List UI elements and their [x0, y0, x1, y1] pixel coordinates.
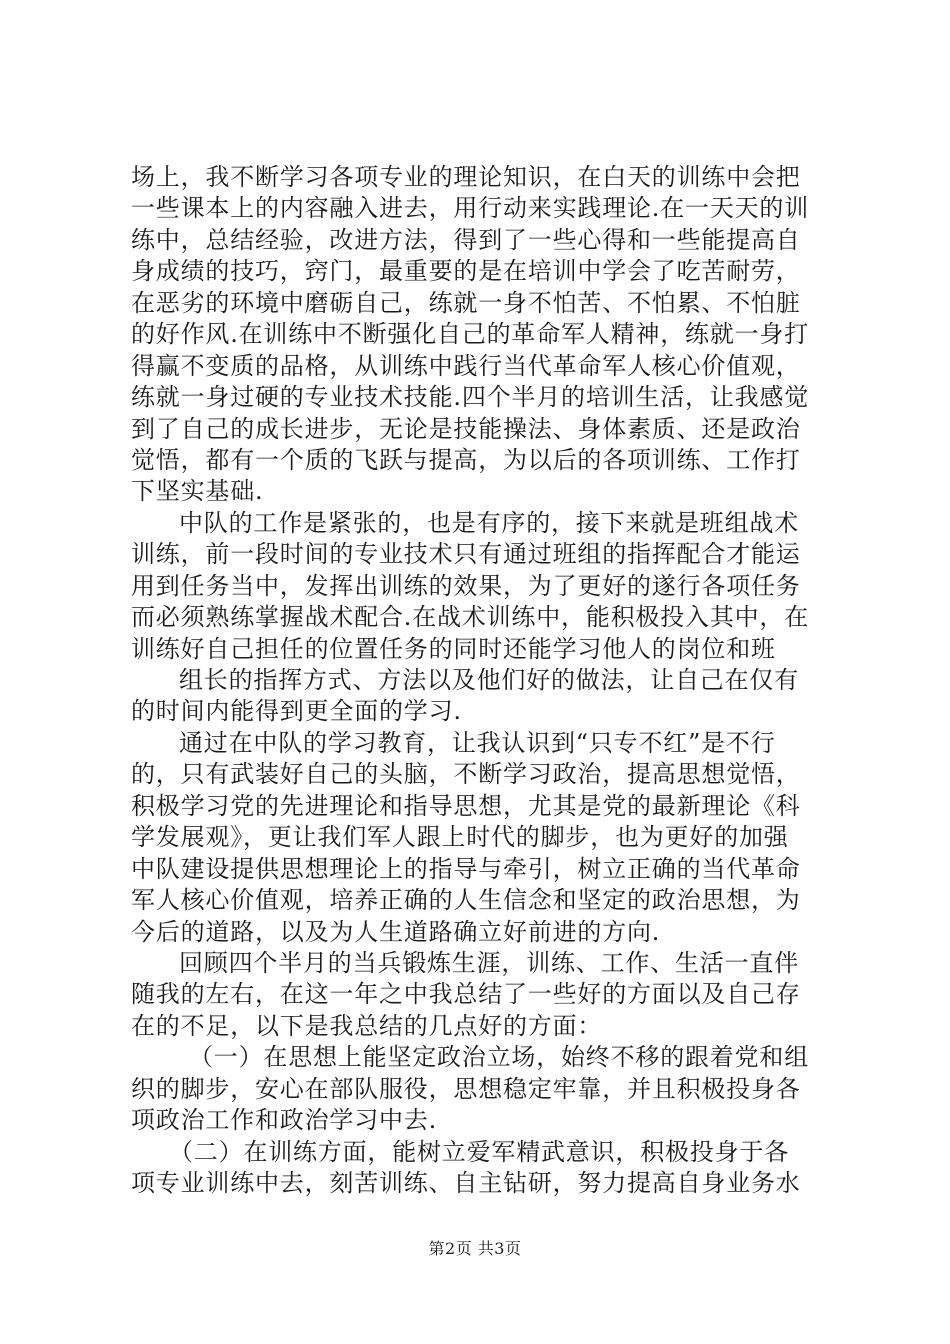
text-line: 到了自己的成长进步，无论是技能操法、身体素质、还是政治: [131, 414, 801, 443]
paragraph-start-line: 中队的工作是紧张的，也是有序的，接下来就是班组战术: [179, 508, 799, 537]
document-body: [131, 162, 831, 1199]
text-line: 的时间内能得到更全面的学习.: [131, 697, 462, 726]
text-line: 觉悟，都有一个质的飞跃与提高，为以后的各项训练、工作打: [131, 445, 801, 474]
text-line: 的，只有武装好自己的头脑，不断学习政治，提高思想觉悟，: [131, 760, 801, 789]
list-item-start-line: （二）在训练方面，能树立爱军精武意识，积极投身于各: [169, 1137, 789, 1166]
text-line: 得赢不变质的品格，从训练中践行当代革命军人核心价值观，: [131, 351, 801, 380]
text-line: 项专业训练中去，刻苦训练、自主钻研，努力提高自身业务水: [131, 1169, 801, 1197]
text-line: 军人核心价值观，培养正确的人生信念和坚定的政治思想，为: [131, 886, 801, 915]
paragraph-start-line: 通过在中队的学习教育，让我认识到“只专不红”是不行: [179, 728, 776, 757]
text-line: 在恶劣的环境中磨砺自己，练就一身不怕苦、不怕累、不怕脏: [131, 288, 801, 317]
text-line: 随我的左右，在这一年之中我总结了一些好的方面以及自己存: [131, 980, 801, 1009]
text-line: 训练好自己担任的位置任务的同时还能学习他人的岗位和班: [131, 634, 776, 663]
text-line: 织的脚步，安心在部队服役，思想稳定牢靠，并且积极投身各: [131, 1074, 801, 1103]
text-line: 积极学习党的先进理论和指导思想，尤其是党的最新理论《科: [131, 791, 801, 820]
text-line: 在的不足，以下是我总结的几点好的方面：: [131, 1011, 603, 1040]
text-line: 练就一身过硬的专业技术技能.四个半月的培训生活，让我感觉: [131, 383, 810, 412]
list-item-start-line: （一）在思想上能坚定政治立场，始终不移的跟着党和组: [189, 1043, 809, 1072]
text-line: 下坚实基础.: [131, 477, 264, 506]
text-line: 项政治工作和政治学习中去.: [131, 1106, 438, 1135]
page-number-footer: 第2页 共3页: [428, 1239, 522, 1258]
paragraph-start-line: 组长的指挥方式、方法以及他们好的做法，让自己在仅有: [179, 666, 799, 694]
text-line: 一些课本上的内容融入进去，用行动来实践理论.在一天天的训: [131, 194, 810, 223]
text-line: 而必须熟练掌握战术配合.在战术训练中，能积极投入其中，在: [131, 603, 810, 632]
text-line: 用到任务当中，发挥出训练的效果，为了更好的遂行各项任务: [131, 571, 801, 600]
text-line: 的好作风.在训练中不断强化自己的革命军人精神，练就一身打: [131, 320, 810, 349]
text-line: 训练，前一段时间的专业技术只有通过班组的指挥配合才能运: [131, 540, 801, 569]
text-line: 场上，我不断学习各项专业的理论知识，在白天的训练中会把: [131, 163, 801, 191]
text-line: 今后的道路，以及为人生道路确立好前进的方向.: [131, 917, 661, 946]
paragraph-start-line: 回顾四个半月的当兵锻炼生涯，训练、工作、生活一直伴: [179, 948, 799, 977]
text-line: 中队建设提供思想理论上的指导与牵引，树立正确的当代革命: [131, 854, 801, 883]
text-line: 学发展观》，更让我们军人跟上时代的脚步，也为更好的加强: [131, 823, 789, 852]
text-line: 身成绩的技巧，窍门，最重要的是在培训中学会了吃苦耐劳，: [131, 257, 801, 286]
text-line: 练中，总结经验，改进方法，得到了一些心得和一些能提高自: [131, 225, 801, 254]
